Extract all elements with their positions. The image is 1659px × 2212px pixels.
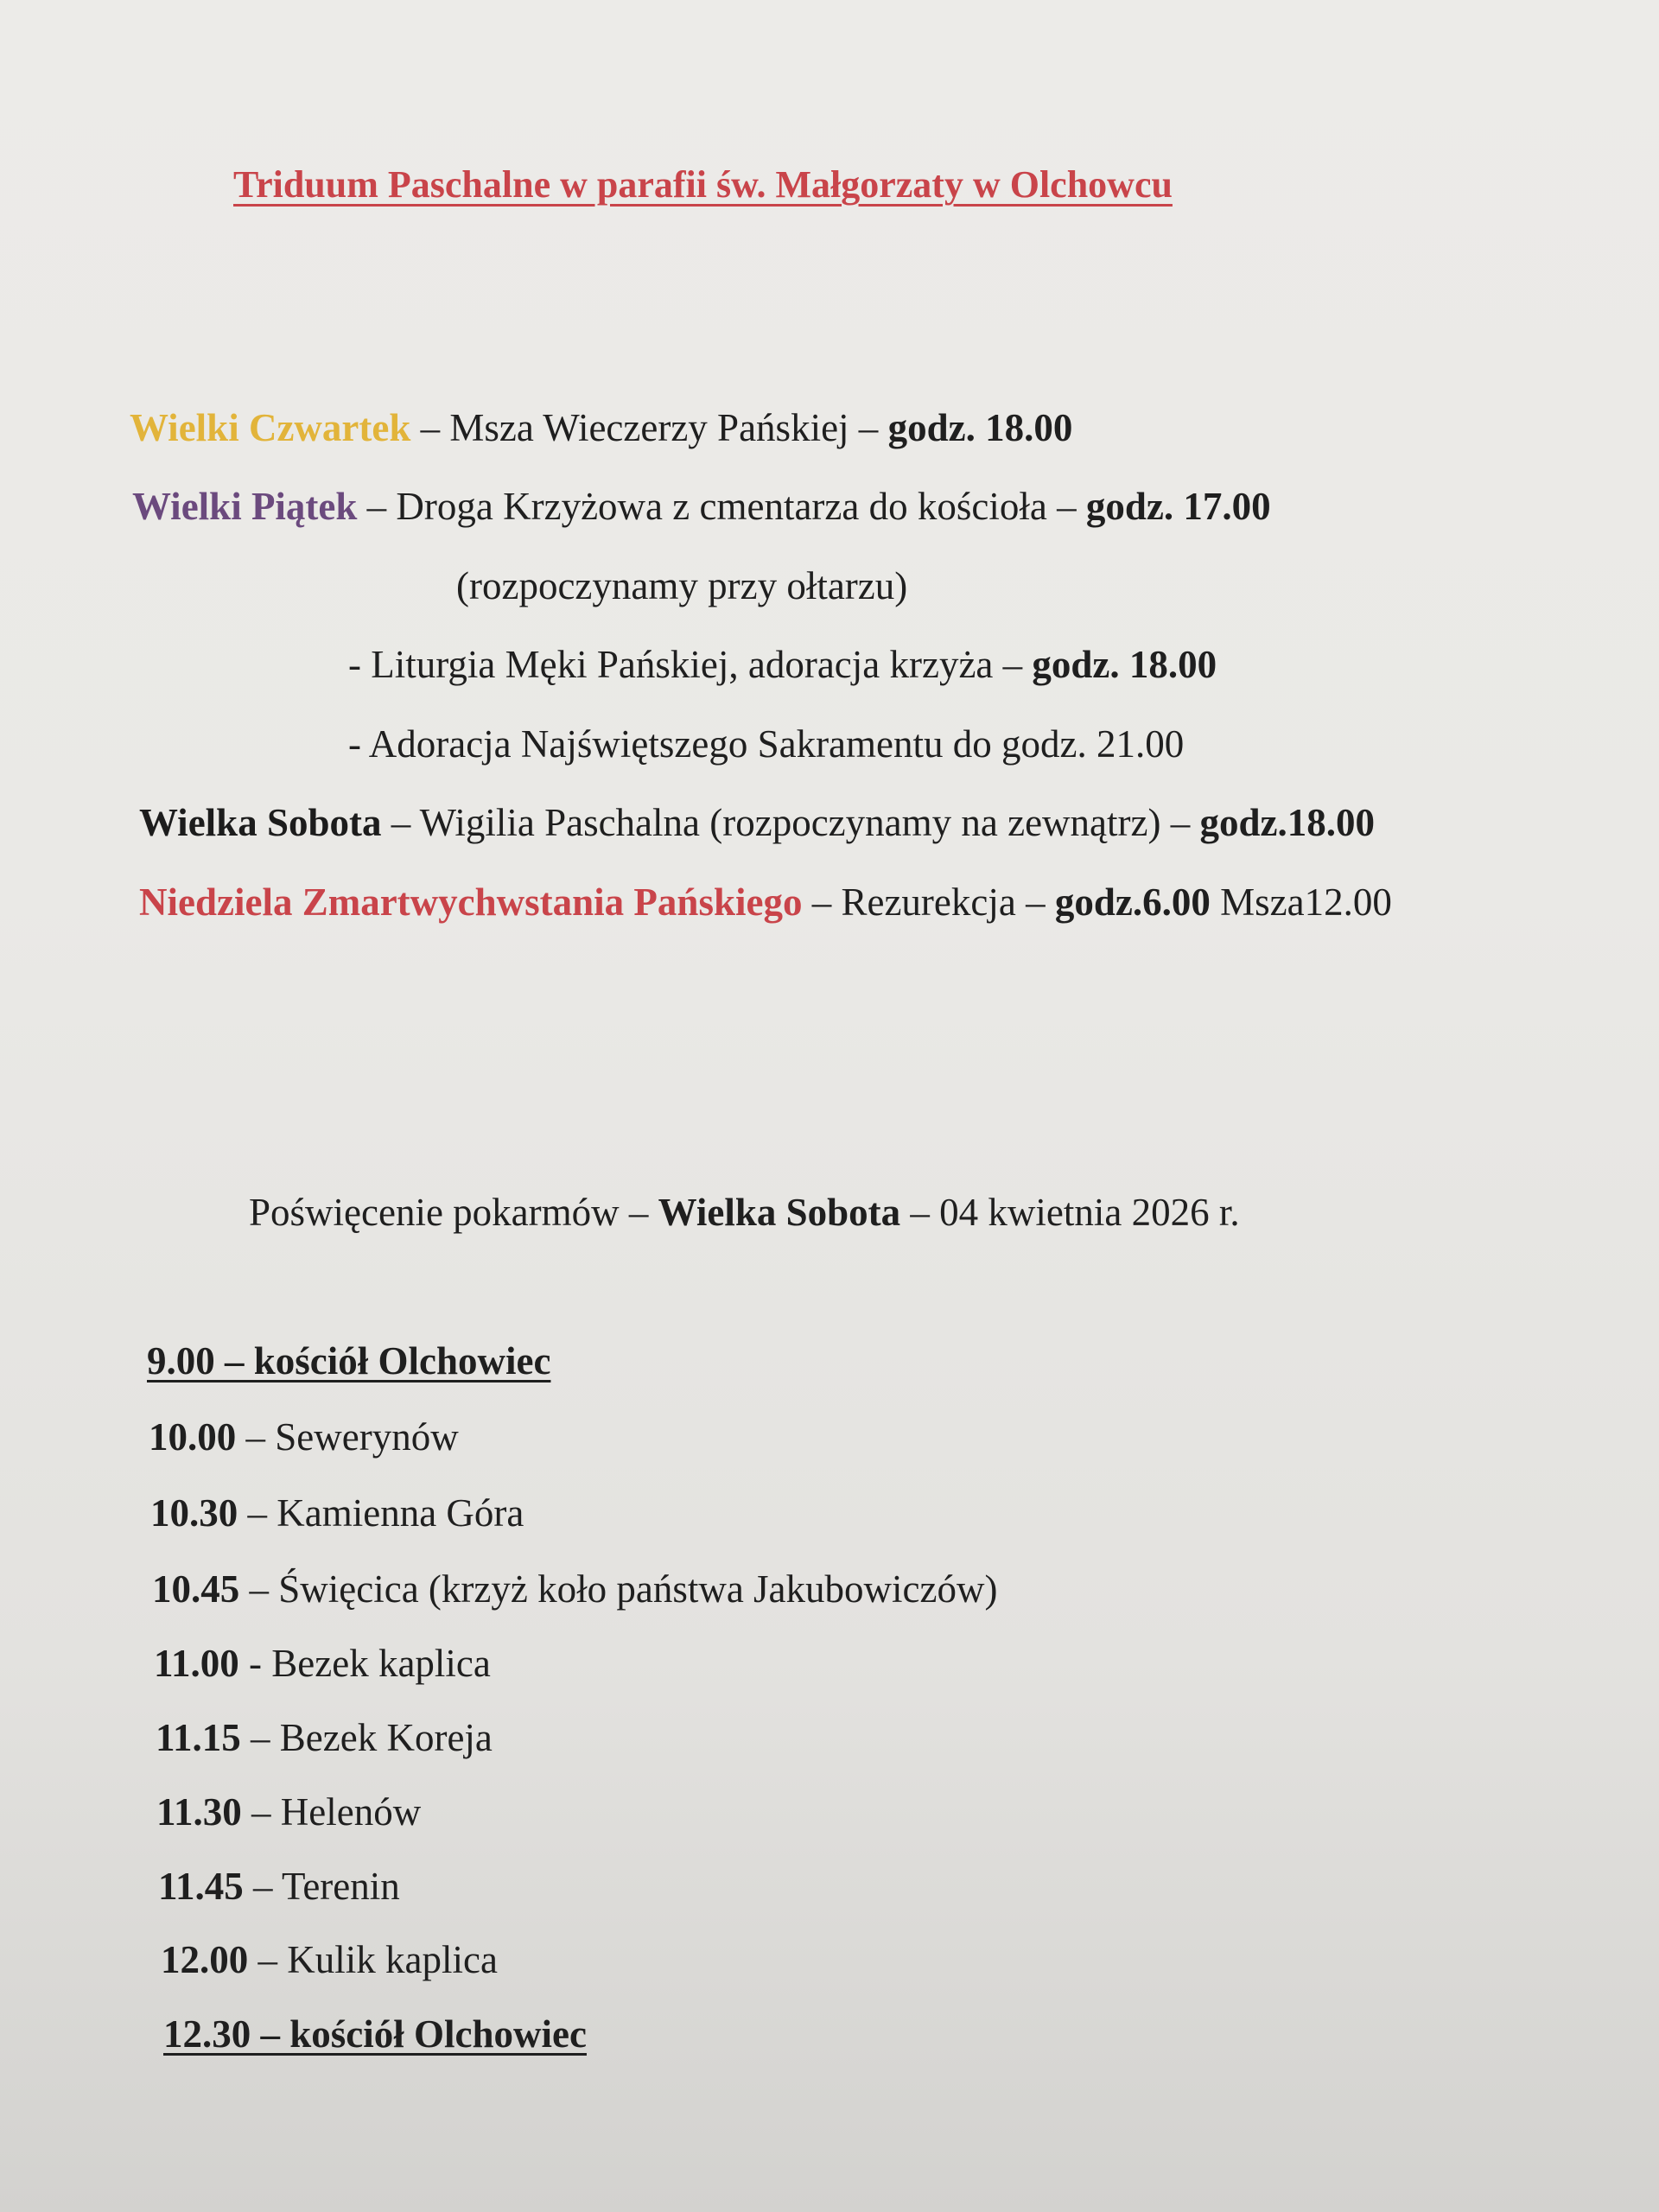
blessing-item-place: – Kulik kaplica <box>248 1938 498 1981</box>
sunday-day-label: Niedziela Zmartwychwstania Pańskiego <box>139 880 803 924</box>
blessing-item: 9.00 – kościół Olchowiec <box>147 1339 551 1382</box>
sunday-extra: Msza12.00 <box>1210 880 1392 924</box>
schedule-sunday <box>139 880 1392 924</box>
blessing-item-time: 10.30 <box>150 1491 238 1535</box>
friday-liturgy-text: - Liturgia Męki Pańskiej, adoracja krzyża – <box>348 643 1033 686</box>
blessing-suffix: – 04 kwietnia 2026 r. <box>900 1191 1240 1234</box>
sunday-description: – Rezurekcja – <box>802 880 1055 924</box>
blessing-item: 12.30 – kościół Olchowiec <box>163 2012 587 2056</box>
saturday-description: – Wigilia Paschalna (rozpoczynamy na zewnątrz) – <box>381 801 1200 844</box>
schedule-saturday <box>139 801 1375 844</box>
blessing-item-place: - Bezek kaplica <box>238 1642 491 1685</box>
friday-note: (rozpoczynamy przy ołtarzu) <box>456 564 908 607</box>
thursday-day-label: Wielki Czwartek <box>130 406 411 449</box>
blessing-item <box>156 1790 422 1834</box>
page-title: Triduum Paschalne w parafii św. Małgorzaty w Olchowcu <box>233 163 1173 206</box>
friday-time: godz. 17.00 <box>1085 485 1271 528</box>
friday-liturgy <box>348 645 1217 684</box>
blessing-item-time: 11.00 <box>154 1642 239 1685</box>
thursday-description: – Msza Wieczerzy Pańskiej – <box>410 406 888 449</box>
blessing-item-place: – Święcica (krzyż koło państwa Jakubowiczów) <box>239 1567 998 1611</box>
blessing-item <box>149 1415 459 1459</box>
blessing-item-time: 10.00 <box>149 1415 237 1459</box>
blessing-item-time: 10.45 <box>152 1567 240 1611</box>
blessing-item <box>152 1567 998 1611</box>
blessing-day: Wielka Sobota <box>658 1191 901 1234</box>
schedule-friday <box>132 487 1271 526</box>
blessing-item-time: 11.15 <box>156 1716 241 1759</box>
blessing-item-place: – Helenów <box>241 1790 422 1834</box>
blessing-item-time: 11.30 <box>156 1790 242 1834</box>
friday-description: – Droga Krzyżowa z cmentarza do kościoła – <box>357 485 1086 528</box>
blessing-heading <box>249 1193 1240 1232</box>
friday-day-label: Wielki Piątek <box>132 485 358 528</box>
schedule-thursday <box>130 406 1073 449</box>
blessing-item <box>150 1491 524 1535</box>
blessing-item-place: – Terenin <box>243 1865 400 1908</box>
saturday-day-label: Wielka Sobota <box>139 801 382 844</box>
blessing-item-place: – Sewerynów <box>236 1415 459 1459</box>
friday-liturgy-time: godz. 18.00 <box>1032 643 1217 686</box>
blessing-item <box>158 1867 400 1906</box>
thursday-time: godz. 18.00 <box>887 406 1073 449</box>
blessing-item-place: – Kamienna Góra <box>238 1491 524 1535</box>
blessing-item <box>154 1644 491 1683</box>
friday-adoration: - Adoracja Najświętszego Sakramentu do godz. 21.00 <box>348 722 1185 766</box>
sunday-time: godz.6.00 <box>1054 880 1211 924</box>
blessing-item-time: 11.45 <box>158 1865 244 1908</box>
saturday-time: godz.18.00 <box>1199 801 1375 844</box>
blessing-item <box>156 1716 493 1759</box>
blessing-prefix: Poświęcenie pokarmów – <box>249 1191 658 1234</box>
blessing-item <box>161 1938 498 1981</box>
blessing-item-place: – Bezek Koreja <box>240 1716 493 1759</box>
blessing-item-time: 12.00 <box>161 1938 249 1981</box>
